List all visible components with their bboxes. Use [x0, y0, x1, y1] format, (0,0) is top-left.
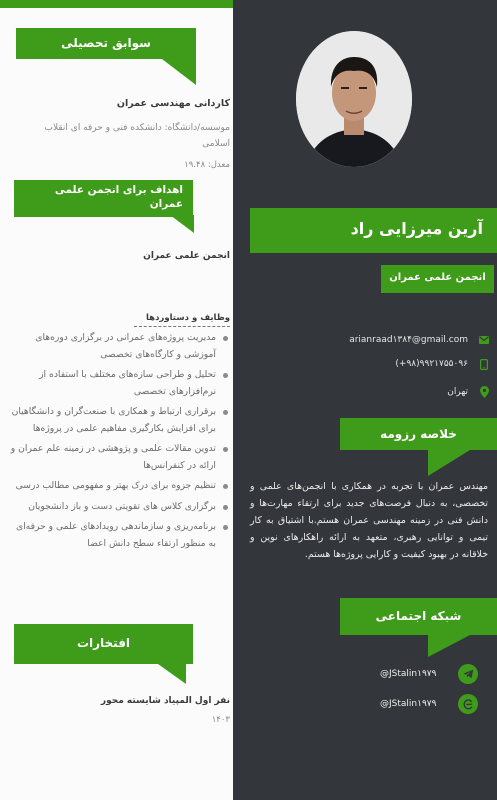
list-item: مدیریت پروژه‌های عمرانی در برگزاری دوره‌های آموزشی و کارگاه‌های تخصصی [8, 330, 230, 363]
summary-heading [340, 418, 497, 450]
profile-job-title [381, 265, 494, 293]
goals-heading-label: اهداف برای انجمن علمی عمران [54, 184, 183, 210]
heading-tail [158, 664, 186, 684]
email-text[interactable]: arianraad۱۳۸۴@gmail.com [349, 335, 468, 345]
location-pin-icon [478, 386, 490, 398]
telegram-handle[interactable]: @JStalin۱۹۷۹ [380, 669, 437, 679]
list-item: تحلیل و طراحی سازه‌های مختلف با استفاده از نرم‌افزارهای تخصصی [8, 367, 230, 400]
goals-organization: انجمن علمی عمران [143, 251, 230, 261]
duties-divider [134, 326, 230, 327]
social-item-telegram[interactable] [380, 664, 480, 684]
honor-year: ۱۴۰۳ [211, 715, 230, 725]
city-text: تهران [447, 387, 468, 397]
mail-icon [478, 334, 490, 346]
job-title-text: انجمن علمی عمران [389, 272, 486, 283]
education-institute: موسسه/دانشگاه: دانشکده فنی و حرفه ای انقلاب اسلامی [44, 123, 230, 149]
honors-heading [14, 624, 193, 664]
eitaa-icon[interactable] [458, 694, 478, 714]
social-item-eitaa[interactable] [380, 694, 480, 714]
phone-icon [478, 358, 490, 370]
name-text: آرین میرزایی راد [350, 219, 483, 238]
heading-tail [170, 215, 194, 233]
education-degree: کاردانی مهندسی عمران [116, 98, 230, 109]
heading-tail [428, 635, 470, 657]
contact-phone [250, 356, 490, 372]
contact-email [250, 332, 490, 348]
honors-heading-label: افتخارات [76, 636, 131, 650]
goals-heading [14, 180, 193, 217]
list-item: تنظیم جزوه برای درک بهتر و مفهومی مطالب درسی [8, 478, 230, 495]
heading-tail [162, 59, 196, 85]
list-item: برگزاری کلاس های تقویتی دست و باز دانشجویان [8, 499, 230, 516]
education-gpa: معدل: ۱۹.۴۸ [184, 160, 230, 170]
heading-tail [428, 450, 470, 476]
phone-text[interactable]: (+۹۸)۹۹۲۱۷۵۵۰۹۶ [395, 359, 468, 369]
eitaa-handle[interactable]: @JStalin۱۹۷۹ [380, 699, 437, 709]
summary-heading-label: خلاصه رزومه [380, 427, 457, 441]
contact-city [250, 384, 490, 400]
summary-text: مهندس عمران با تجربه در همکاری با انجمن‌های علمی و تخصصی، به دنبال فرصت‌های جدید برای ارتقاء مهارت‌ها و دانش فنی در زمینه مهندسی عمران هستم.با اشتیاق به کار تیمی و توانایی رهبری، متعهد به ارائه راهکارهای نوین و خلاقانه در بهبود کیفیت و کارایی پروژه‌ها هستم. [250, 481, 488, 560]
telegram-icon[interactable] [458, 664, 478, 684]
profile-photo [296, 31, 412, 167]
social-heading-label: شبکه اجتماعی [375, 609, 462, 623]
list-item: برنامه‌ریزی و سازماندهی رویدادهای علمی و حرفه‌ای به منظور ارتقاء سطح دانش اعضا [8, 519, 230, 552]
avatar-image [296, 31, 412, 167]
duties-list [8, 330, 230, 556]
profile-name [250, 208, 497, 253]
education-heading [16, 28, 196, 59]
duties-title: وظایف و دستاوردها [145, 313, 230, 323]
list-item: برقراری ارتباط و همکاری با صنعت‌گران و دانشگاهیان برای افزایش بکارگیری مفاهیم علمی در پروژه‌ها [8, 404, 230, 437]
top-accent-strip [0, 0, 233, 8]
education-heading-label: سوابق تحصیلی [61, 36, 151, 50]
honor-title: نفر اول المپیاد شایسته محور [100, 696, 230, 706]
list-item: تدوین مقالات علمی و پژوهشی در زمینه علم عمران و ارائه در کنفرانس‌ها [8, 441, 230, 474]
social-heading [340, 598, 497, 635]
